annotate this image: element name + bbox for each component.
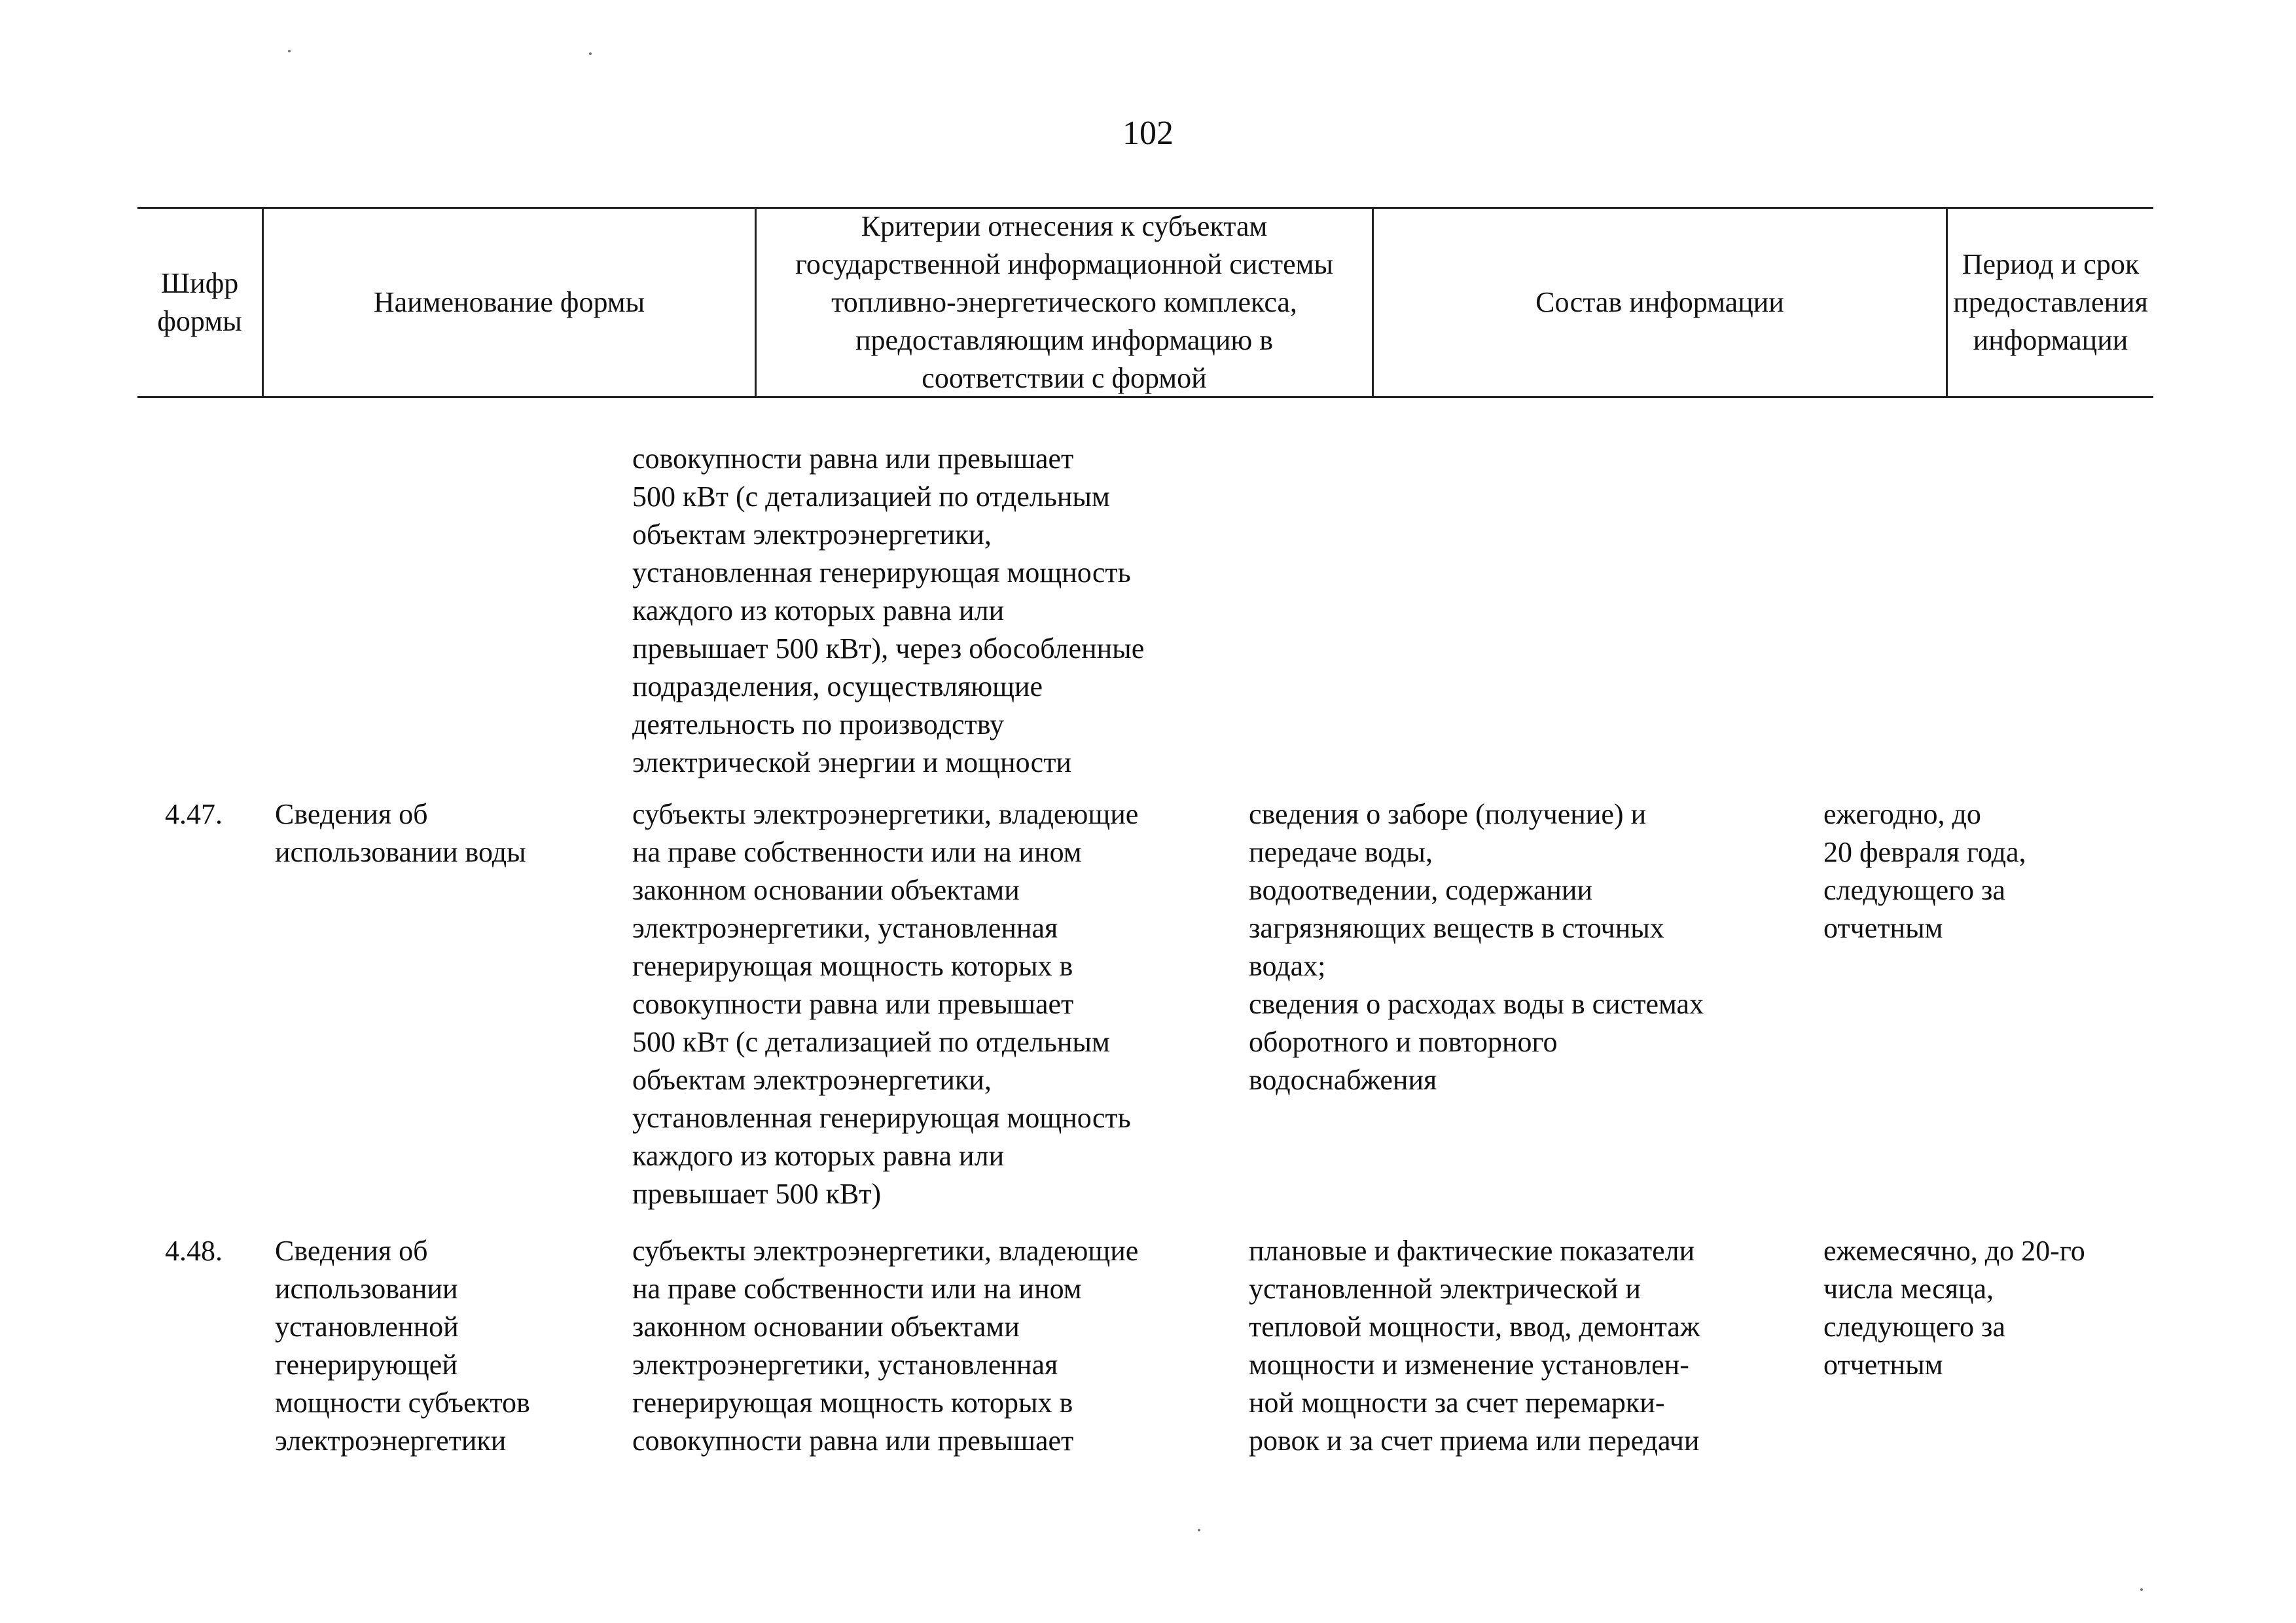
row-period: ежегодно, до 20 февраля года, следующего за отчетным: [1823, 798, 2026, 944]
scan-speck: [2140, 1588, 2143, 1591]
row-period: ежемесячно, до 20-го числа месяца, следующего за отчетным: [1823, 1235, 2085, 1381]
scan-speck: [288, 50, 291, 52]
header-contents: Состав информации: [1535, 286, 1784, 318]
header-code: Шифр формы: [157, 267, 242, 337]
continuation-criteria: совокупности равна или превышает 500 кВт (с детализацией по отдельным объектам электроэнергетики, установленная генерирующая мощность каждого из которых равна или превышает 500 кВт), через обособленные подразделения, осуществляющие деятельность по производству электрической энергии и мощности: [632, 443, 1145, 778]
row-code: 4.47.: [165, 798, 223, 830]
row-code: 4.48.: [165, 1235, 223, 1267]
row-criteria: субъекты электроэнергетики, владеющие на праве собственности или на ином законном основании объектами электроэнергетики, установленная генерирующая мощность которых в совокупности равна или превышает 500 кВт (с детализацией по отдельным объектам электроэнергетики, установленная генерирующая мощность каждого из которых равна или превышает 500 кВт): [632, 798, 1139, 1210]
table-header: [137, 207, 2153, 398]
scan-speck: [589, 52, 592, 55]
row-form-name: Сведения об использовании воды: [275, 798, 526, 868]
page-number: 102: [1122, 115, 1174, 152]
header-form-name: Наименование формы: [373, 286, 645, 318]
header-criteria: Критерии отнесения к субъектам государственной информационной системы топливно-энергетического комплекса, предоставляющим информацию в соответствии с формой: [795, 210, 1334, 394]
row-contents: сведения о заборе (получение) и передаче воды, водоотведении, содержании загрязняющих веществ в сточных водах; сведения о расходах воды в системах оборотного и повторного водоснабжения: [1249, 798, 1704, 1096]
row-criteria: субъекты электроэнергетики, владеющие на праве собственности или на ином законном основании объектами электроэнергетики, установленная генерирующая мощность которых в совокупности равна или превышает: [632, 1235, 1139, 1457]
row-contents: плановые и фактические показатели установленной электрической и тепловой мощности, ввод, демонтаж мощности и изменение установлен- ной мощности за счет перемарки- ровок и за счет приема или передачи: [1249, 1235, 1700, 1457]
header-period: Период и срок предоставления информации: [1953, 248, 2148, 356]
row-form-name: Сведения об использовании установленной генерирующей мощности субъектов электроэнергетики: [275, 1235, 530, 1457]
scan-speck: [1198, 1529, 1200, 1531]
